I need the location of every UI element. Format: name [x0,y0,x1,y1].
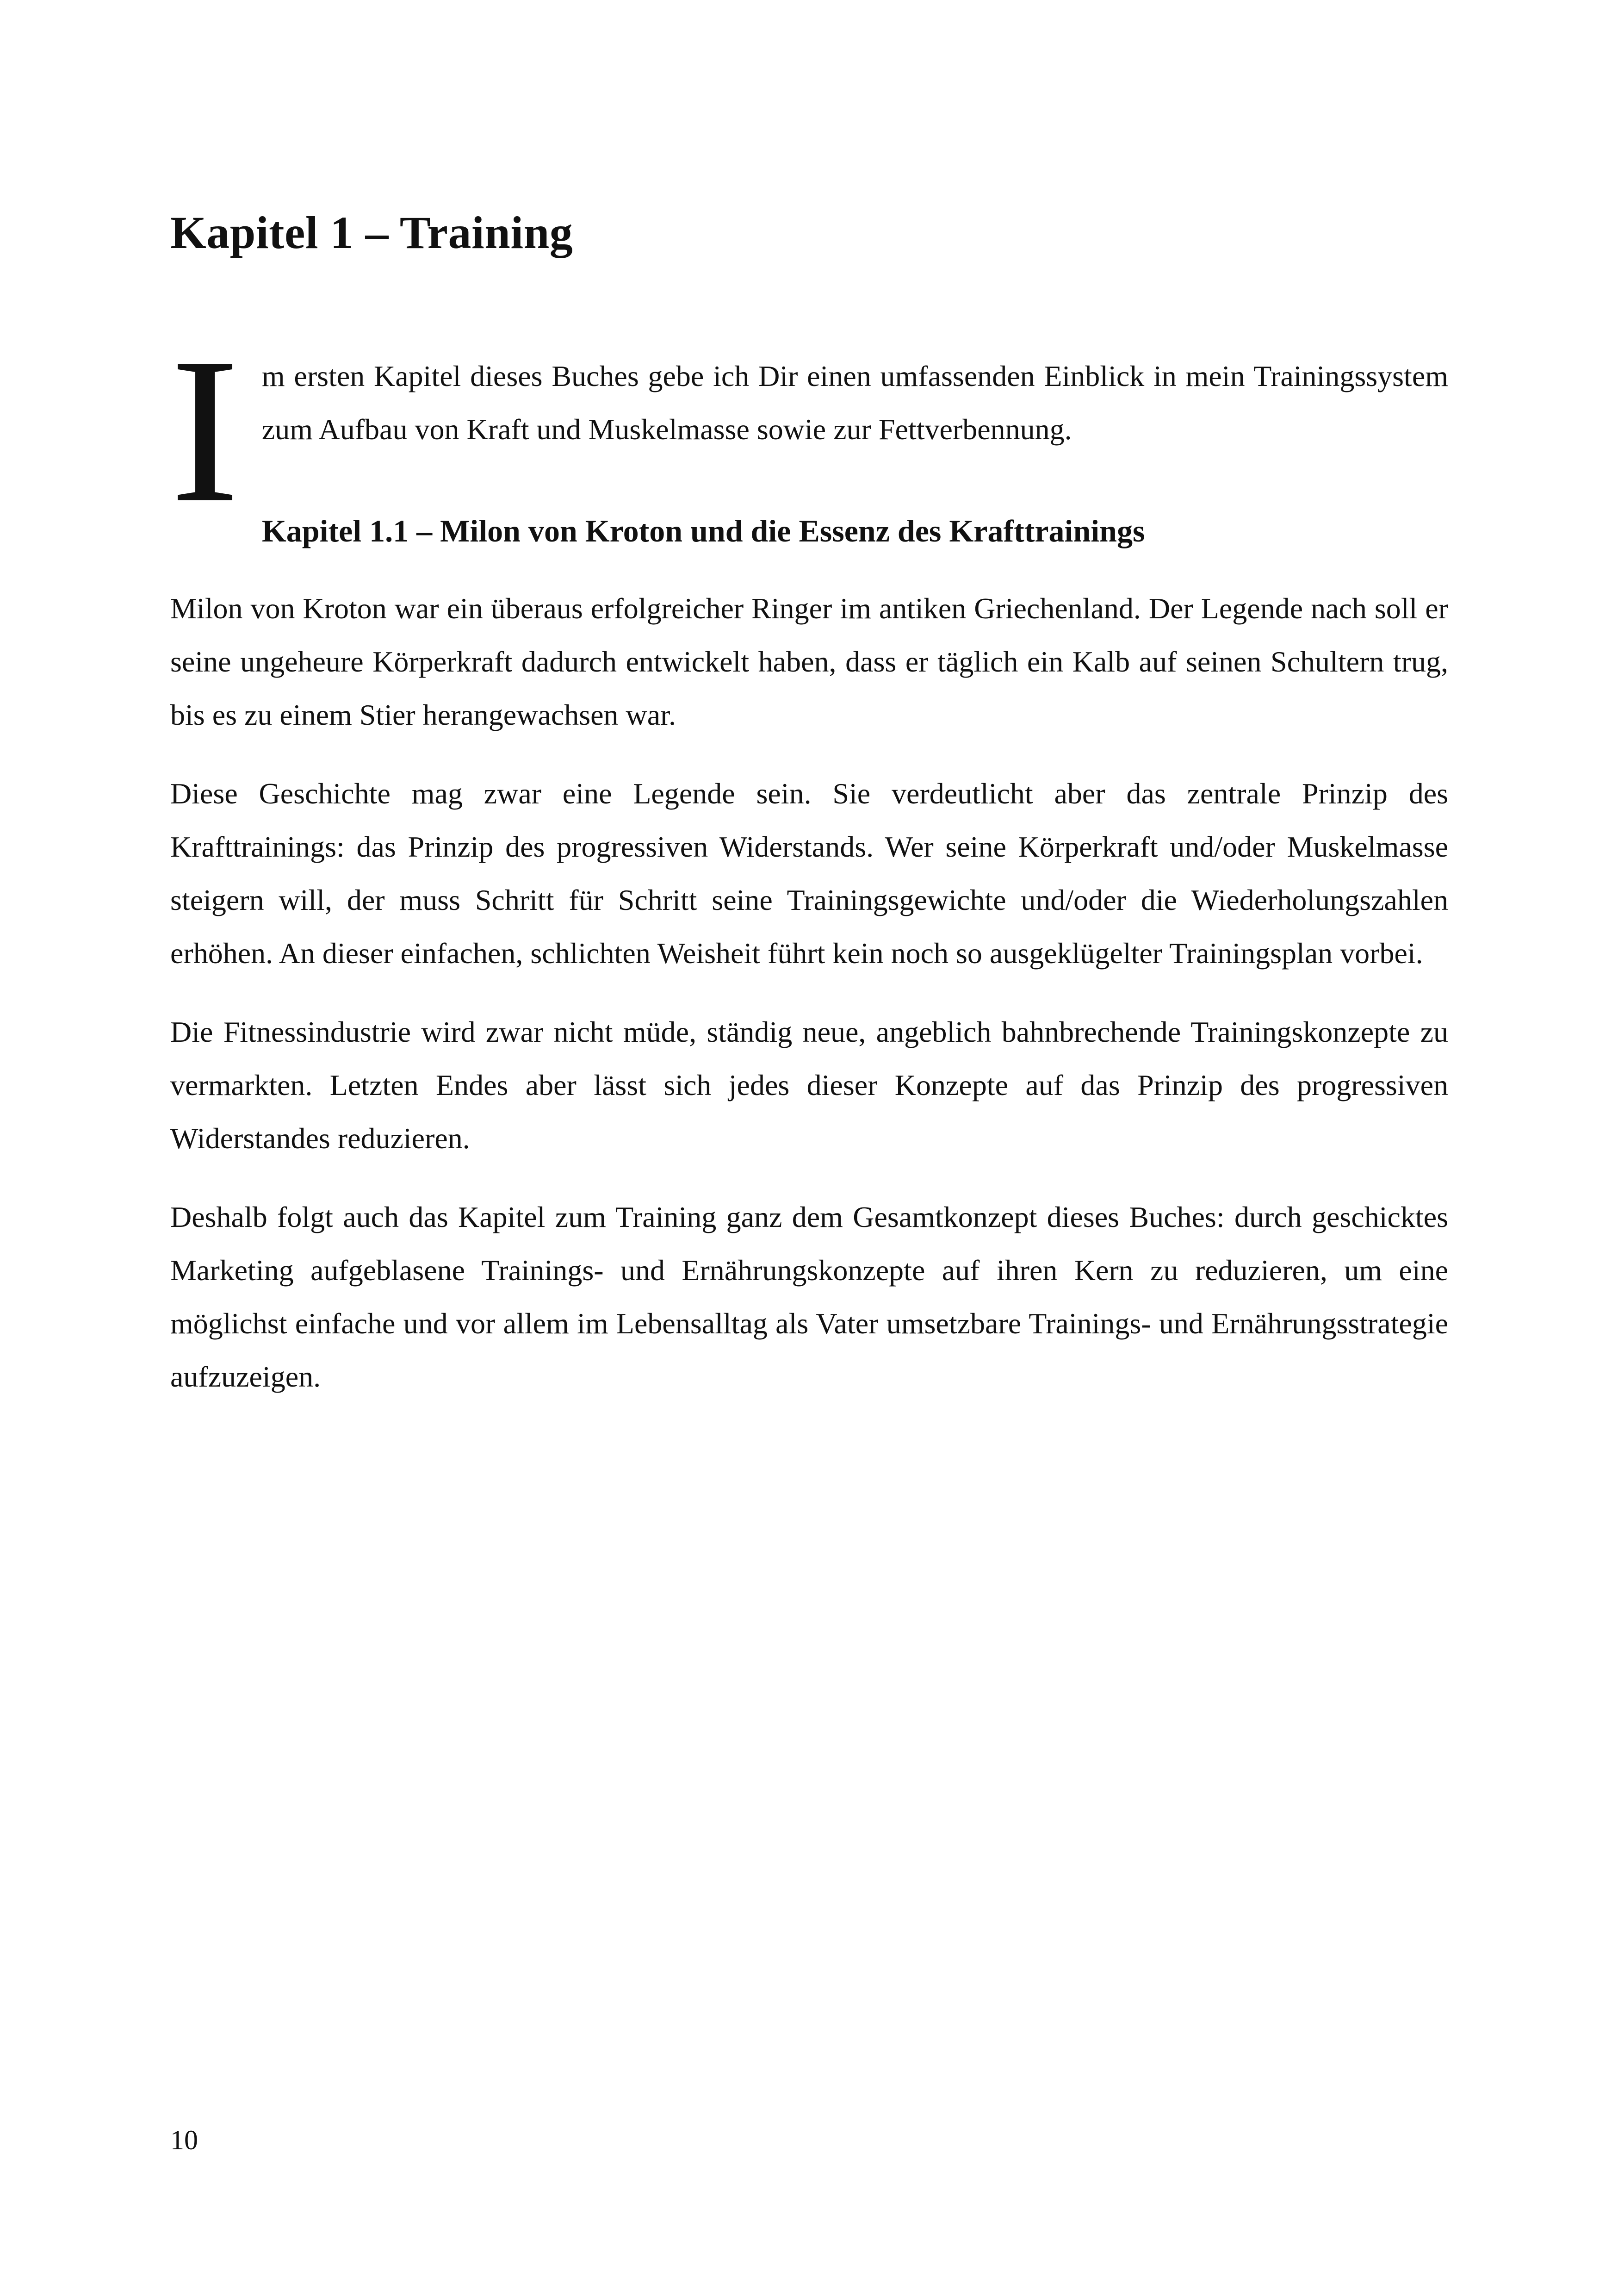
body-paragraph: Deshalb folgt auch das Kapitel zum Training ganz dem Gesamtkonzept dieses Buches: durch geschicktes Marketing aufgeblasene Trainings- und Ernährungskonzepte auf ihren Kern zu reduzieren, um eine möglichst einfache und vor allem im Lebensalltag als Vater umsetzbare Trainings- und Ernährungsstrategie aufzuzeigen. [170,1201,1448,1393]
dropcap-letter: I [170,315,240,546]
section-heading: Kapitel 1.1 – Milon von Kroton und die Essenz des Krafttrainings [261,513,1145,548]
body-paragraph: Milon von Kroton war ein überaus erfolgreicher Ringer im antiken Griechenland. Der Legende nach soll er seine ungeheure Körperkraft dadurch entwickelt haben, dass er täglich ein Kalb auf seinen Schultern trug, bis es zu einem Stier herangewachsen war. [170,592,1448,731]
chapter-title: Kapitel 1 – Training [170,207,573,258]
intro-text: m ersten Kapitel dieses Buches gebe ich Dir einen umfassenden Einblick in mein Trainingssystem zum Aufbau von Kraft und Muskelmasse sowie zur Fettverbennung. [261,360,1448,446]
page-number: 10 [170,2125,198,2155]
body-paragraph: Die Fitnessindustrie wird zwar nicht müde, ständig neue, angeblich bahnbrechende Trainingskonzepte zu vermarkten. Letzten Endes aber lässt sich jedes dieser Konzepte auf das Prinzip des progressiven Widerstandes reduzieren. [170,1015,1448,1155]
body-paragraph: Diese Geschichte mag zwar eine Legende sein. Sie verdeutlicht aber das zentrale Prinzip des Krafttrainings: das Prinzip des progressiven Widerstands. Wer seine Körperkraft und/oder Muskelmasse steigern will, der muss Schritt für Schritt seine Trainingsgewichte und/oder die Wiederholungszahlen erhöhen. An dieser einfachen, schlichten Weisheit führt kein noch so ausgeklügelter Trainingsplan vorbei. [170,777,1448,970]
